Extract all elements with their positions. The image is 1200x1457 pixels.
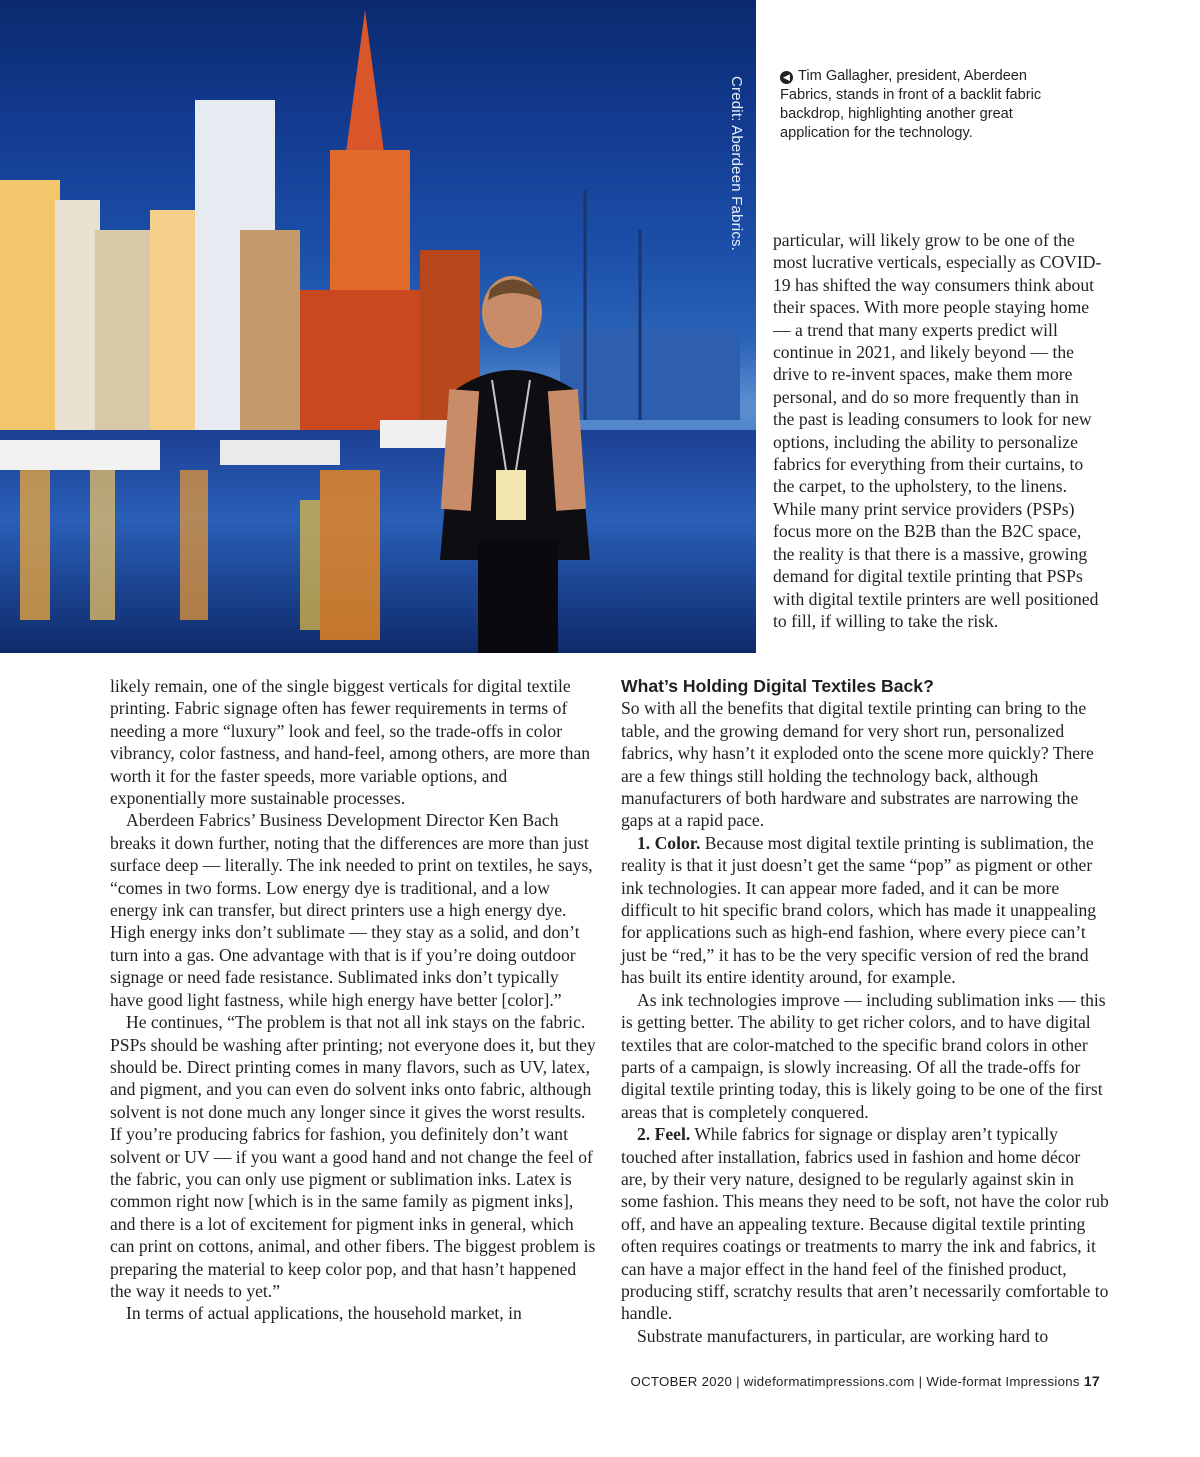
- cover-photo: [0, 0, 756, 653]
- paragraph-body: Because most digital textile printing is sublimation, the reality is that it just doesn’t get the same “pop” as pigment or other ink technologies. It can appear more faded, and it can be more difficult to hit specific brand colors, which has made it unappealing for applications such as high-end fashion, where every piece can’t just be “red,” it has to be the very specific version of red the brand has built its entire identity around, for example.: [621, 832, 1097, 988]
- paragraph: In terms of actual applications, the household market, in: [126, 1303, 522, 1324]
- paragraph: As ink technologies improve — including sublimation inks — this is getting better. The ability to get richer colors, and to have digital textiles that are color-matched to the specific brand colors in other parts of a campaign, is slowly increasing. Of all the trade-offs for digital textile printing today, this is likely going to be one of the first areas that is completely conquered.: [621, 989, 1106, 1122]
- paragraph-feel: [621, 1123, 1109, 1325]
- photo-credit: Credit: Aberdeen Fabrics.: [728, 76, 745, 252]
- left-column: [110, 675, 596, 1325]
- paragraph: He continues, “The problem is that not all ink stays on the fabric. PSPs should be washing after printing; not everyone does it, but they should be. Direct printing comes in many flavors, such as UV, latex, and pigment, and you can even do solvent inks onto fabric, although solvent is not done much any longer since it gives the worst results. If you’re producing fabrics for fashion, you definitely don’t want solvent or UV — if you want a good hand and not change the feel of the fabric, you can only use pigment or sublimation inks. Latex is common right now [which is in the same family as pigment inks], and there is a lot of excitement for pigment inks in general, which can print on cottons, animal, and other fibers. The biggest problem is preparing the material to keep color pop, and that hasn’t happened the way it needs to yet.”: [110, 1012, 596, 1301]
- lead-in: 2. Feel.: [637, 1124, 691, 1145]
- section-heading: What’s Holding Digital Textiles Back?: [621, 676, 934, 696]
- photo-caption: [780, 67, 1080, 143]
- paragraph: So with all the benefits that digital textile printing can bring to the table, and the growing demand for very short run, personalized fabrics, why hasn’t it exploded onto the scene more quickly? There are a few things still holding the technology back, although manufacturers of both hardware and substrates are narrowing the gaps at a rapid pace.: [621, 698, 1094, 831]
- paragraph: particular, will likely grow to be one of the most lucrative verticals, especially as COVID-19 has shifted the way consumers think about their spaces. With more people staying home — a trend that many experts predict will continue in 2021, and likely beyond — the drive to re-invent spaces, make them more personal, and do so more frequently than in the past is leading consumers to look for new options, including the ability to personalize fabrics for everything from their curtains, to the carpet, to the upholstery, to the linens. While many print service providers (PSPs) focus more on the B2B than the B2C space, the reality is that there is a massive, growing demand for digital textile printing that PSPs with digital textile printers are well positioned to fill, if willing to take the risk.: [773, 230, 1102, 631]
- right-column: [621, 675, 1109, 1347]
- paragraph-color: [621, 832, 1109, 989]
- paragraph: Substrate manufacturers, in particular, are working hard to: [637, 1325, 1049, 1346]
- caption-text: Tim Gallagher, president, Aberdeen Fabrics, stands in front of a backlit fabric backdrop, highlighting another great application for the technology.: [780, 68, 1042, 141]
- arrow-left-icon: ◀: [780, 71, 793, 84]
- paragraph: likely remain, one of the single biggest verticals for digital textile printing. Fabric signage often has fewer requirements in terms of needing a more “luxury” look and feel, so the trade-offs in color vibrancy, color fastness, and hand-feel, among others, are more than worth it for the faster speeds, more variable options, and exponentially more sustainable processes.: [110, 676, 591, 809]
- page-number: 17: [1083, 1373, 1100, 1389]
- paragraph-body: While fabrics for signage or display aren’t typically touched after installation, fabrics used in fashion and home décor are, by their very nature, designed to be regularly against skin in some fashion. This means they need to be soft, not have the color rub off, and have an appealing texture. Because digital textile printing often requires coatings or treatments to marry the ink and fabrics, it can have a major effect in the hand feel of the finished product, producing stiff, scratchy results that aren’t necessarily comfortable to handle.: [621, 1124, 1109, 1324]
- lead-in: 1. Color.: [637, 832, 701, 853]
- right-column-top: [773, 229, 1103, 632]
- footer-text: OCTOBER 2020 | wideformatimpressions.com | Wide-format Impressions: [630, 1374, 1080, 1389]
- harbor-cityscape-image: [0, 0, 756, 653]
- page-footer: [631, 1373, 1100, 1389]
- paragraph: Aberdeen Fabrics’ Business Development Director Ken Bach breaks it down further, noting that the differences are more than just surface deep — literally. The ink needed to print on textiles, he says, “comes in two forms. Low energy dye is traditional, and a low energy ink can transfer, but direct printers use a high energy dye. High energy inks don’t sublimate — they stay as a solid, and don’t turn into a gas. One advantage with that is if you’re doing outdoor signage or need fade resistance. Sublimated inks don’t typically have good light fastness, while high energy have better [color].”: [110, 810, 593, 1010]
